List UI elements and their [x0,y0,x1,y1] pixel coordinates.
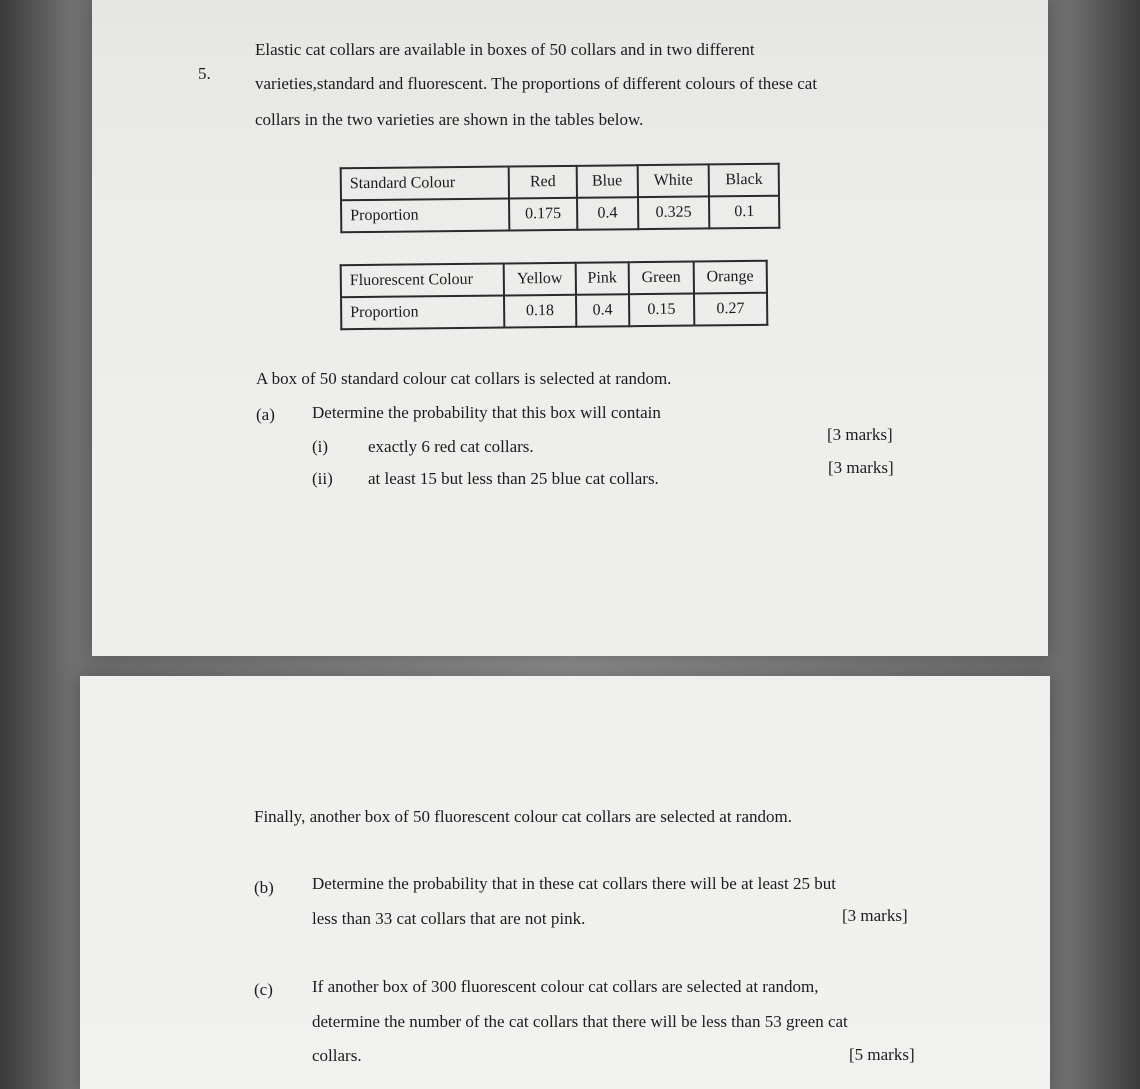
worksheet-page-top [92,0,1048,656]
table-cell: Orange [693,261,767,294]
standard-colour-table [340,163,781,234]
fluorescent-colour-table [340,260,769,330]
table-cell: Proportion [341,199,509,233]
table-cell: Pink [575,262,629,295]
table-row [341,164,779,201]
table-cell: Black [709,164,779,197]
part-b-label: (b) [254,878,274,897]
part-a-ii-label: (ii) [312,469,333,488]
part-a-i-label: (i) [312,437,329,456]
table-cell: 0.4 [577,197,638,230]
part-c-label: (c) [254,980,273,999]
table-cell: 0.15 [629,294,694,327]
table-row [341,261,767,297]
part-b-marks: [3 marks] [842,906,908,925]
table-cell: Proportion [341,296,504,330]
table-row [341,293,767,329]
part-b-line-1: Determine the probability that in these cat collars there will be at least 25 but [312,874,836,893]
part-a-ii-text: at least 15 but less than 25 blue cat collars. [368,469,659,488]
table-cell: 0.27 [693,293,767,326]
part-c-line-3: collars. [312,1046,362,1065]
part-a-i-text: exactly 6 red cat collars. [368,437,534,456]
part-a-text: Determine the probability that this box will contain [312,403,661,422]
part-a-ii-marks: [3 marks] [828,458,894,477]
table-cell: 0.1 [709,196,779,229]
part-c-line-1: If another box of 300 fluorescent colour cat collars are selected at random, [312,977,819,996]
table-cell: Yellow [504,263,576,296]
part-a-label: (a) [256,405,275,424]
table-cell: 0.18 [504,295,576,328]
table-cell: 0.4 [576,294,630,327]
part-c-line-2: determine the number of the cat collars that there will be less than 53 green cat [312,1012,848,1031]
table-cell: Fluorescent Colour [341,264,504,298]
table-cell: 0.175 [509,198,577,231]
table-cell: Standard Colour [341,167,509,201]
table-row [341,196,779,233]
table-cell: Blue [577,165,638,198]
table-cell: Green [629,262,694,295]
table-cell: Red [509,166,577,199]
part-a-stem: A box of 50 standard colour cat collars is selected at random. [256,369,672,388]
table-cell: 0.325 [638,196,710,229]
intro-line-2: varieties,standard and fluorescent. The proportions of different colours of these cat [255,74,818,93]
table-cell: White [637,164,709,197]
part-c-marks: [5 marks] [849,1045,915,1064]
part-a-i-marks: [3 marks] [827,425,893,444]
intro-line-1: Elastic cat collars are available in boxes of 50 collars and in two different [255,40,755,59]
part-b-stem: Finally, another box of 50 fluorescent colour cat collars are selected at random. [254,807,792,826]
intro-line-3: collars in the two varieties are shown in the tables below. [255,110,644,129]
part-b-line-2: less than 33 cat collars that are not pink. [312,909,586,928]
question-number: 5. [198,64,211,83]
